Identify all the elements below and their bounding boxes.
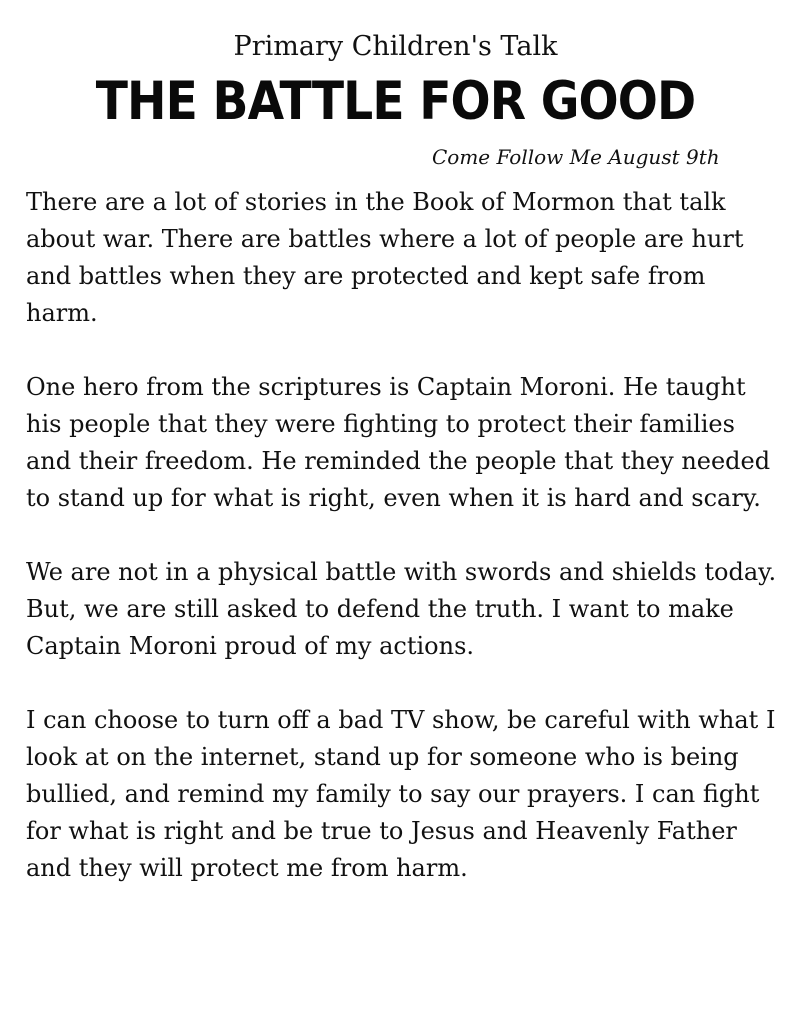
paragraph-4: I can choose to turn off a bad TV show, be careful with what I look at on the internet, stand up for someone who is being bullied, and remind my family to say our prayers. I can fight for what is right and be true to Jesus and Heavenly Father and they will protect me from harm. [26, 706, 776, 882]
paragraph-1: There are a lot of stories in the Book of Mormon that talk about war. There are battles where a lot of people are hurt and battles when they are protected and kept safe from harm. [26, 188, 744, 327]
document-title: THE BATTLE FOR GOOD [95, 71, 696, 132]
document-subtitle: Primary Children's Talk [233, 31, 558, 62]
paragraph-2: One hero from the scriptures is Captain Moroni. He taught his people that they were fighting to protect their families and their freedom. He reminded the people that they needed to stand up for what is right, even when it is hard and scary. [26, 373, 771, 512]
talk-body [26, 184, 778, 887]
paragraph-3: We are not in a physical battle with swords and shields today. But, we are still asked to defend the truth. I want to make Captain Moroni proud of my actions. [26, 558, 777, 660]
date-note: Come Follow Me August 9th [432, 145, 720, 169]
